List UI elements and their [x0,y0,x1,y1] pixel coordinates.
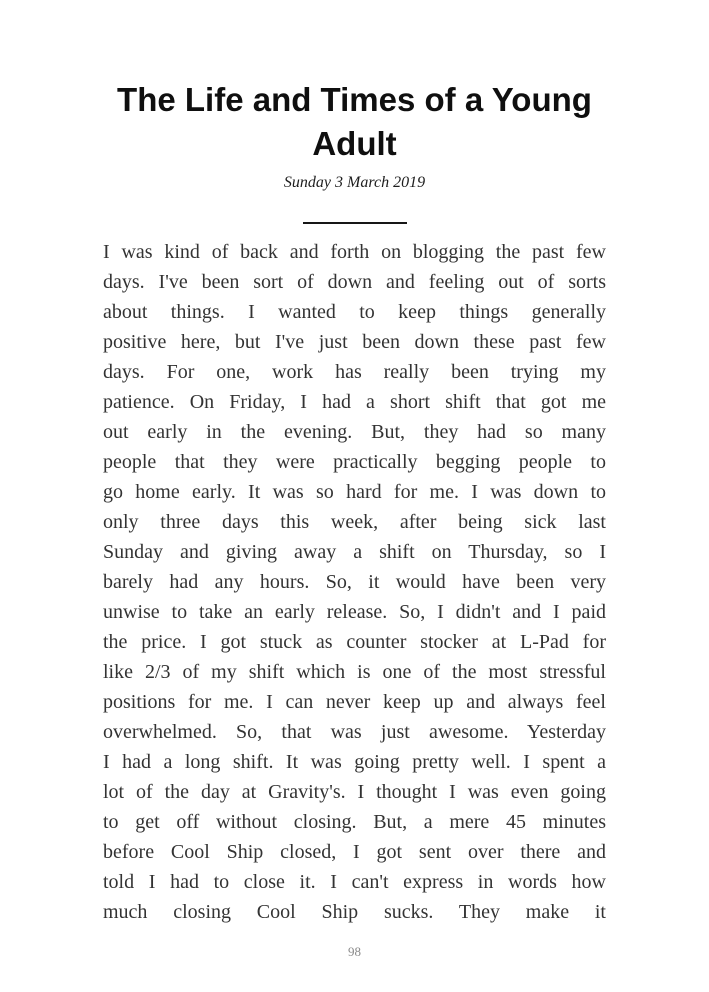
article-body [103,237,606,927]
body-text-line: I was kind of back and forth on blogging the past few [103,241,606,263]
body-text-line: Sunday and giving away a shift on Thursday, so I [103,541,606,563]
body-text-line: days. For one, work has really been trying my [103,361,606,383]
body-text-line: positive here, but I've just been down these past few [103,331,606,353]
body-text-line: to get off without closing. But, a mere 45 minutes [103,811,606,833]
page-title-line-1: The Life and Times of a Young [117,81,592,118]
body-text-line: patience. On Friday, I had a short shift that got me [103,391,606,413]
body-text-line: barely had any hours. So, it would have been very [103,571,606,593]
body-text-line: like 2/3 of my shift which is one of the most stressful [103,661,606,683]
body-text-line: only three days this week, after being sick last [103,511,606,533]
body-text-line: before Cool Ship closed, I got sent over there and [103,841,606,863]
section-divider [303,222,407,224]
body-text-line: much closing Cool Ship sucks. They make it [103,901,606,923]
body-text-line: lot of the day at Gravity's. I thought I was even going [103,781,606,803]
body-text-line: overwhelmed. So, that was just awesome. Yesterday [103,721,606,743]
body-text-line: people that they were practically begging people to [103,451,606,473]
body-text-line: days. I've been sort of down and feeling out of sorts [103,271,606,293]
body-text-line: out early in the evening. But, they had so many [103,421,606,443]
body-text-line: positions for me. I can never keep up and always feel [103,691,606,713]
body-text-line: go home early. It was so hard for me. I was down to [103,481,606,503]
body-text-line: told I had to close it. I can't express in words how [103,871,606,893]
page-title-line-2: Adult [312,125,397,162]
body-text-line: about things. I wanted to keep things generally [103,301,606,323]
page-title [0,78,709,166]
article-date: Sunday 3 March 2019 [283,174,426,191]
page-number: 98 [348,944,361,959]
body-text-line: the price. I got stuck as counter stocker at L-Pad for [103,631,606,653]
body-text-line: I had a long shift. It was going pretty well. I spent a [103,751,606,773]
body-text-line: unwise to take an early release. So, I didn't and I paid [103,601,606,623]
